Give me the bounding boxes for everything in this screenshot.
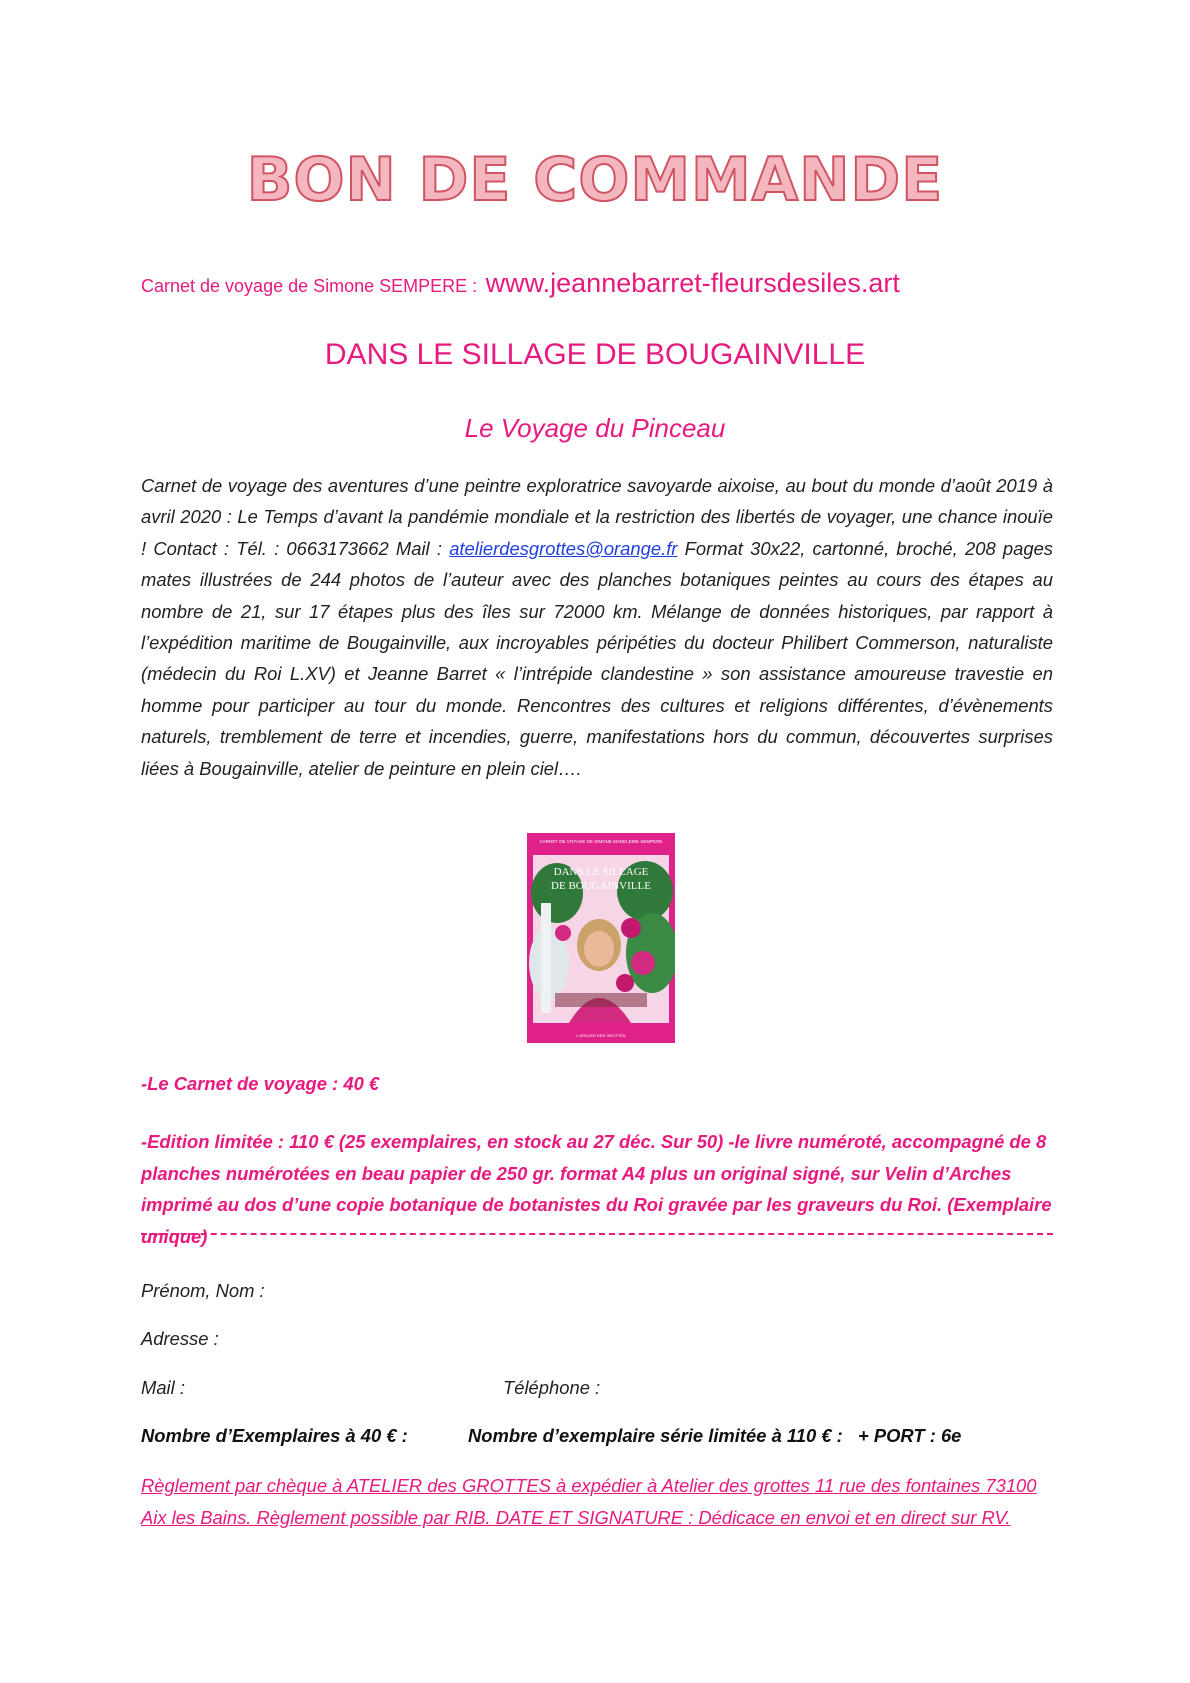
cover-top-text: CARNET DE VOYAGE DE SIMONE MADELEINE SEMPERE: [539, 839, 663, 844]
email-link[interactable]: atelierdesgrottes@orange.fr: [449, 537, 678, 559]
cover-title-line-1: DANS LE SILLAGE: [553, 866, 649, 878]
subtitle-lead: Carnet de voyage de Simone SEMPERE :: [141, 276, 478, 296]
cover-bottom-text: L'ATELIER DES GROTTES: [576, 1033, 626, 1038]
book-title: DANS LE SILLAGE DE BOUGAINVILLE: [324, 338, 866, 371]
page-title: BON DE COMMANDE: [246, 145, 944, 215]
dashed-separator: [141, 1233, 1053, 1235]
book-cover-illustration: [527, 833, 675, 1043]
cover-title-line-2: DE BOUGAINVILLE: [551, 880, 651, 892]
shipping-label: + PORT : 6e: [858, 1425, 962, 1446]
mail-field-label: Mail :: [141, 1377, 185, 1398]
qty-limited-label: Nombre d’exemplaire série limitée à 110 € :: [468, 1425, 843, 1446]
phone-field-label: Téléphone :: [503, 1377, 601, 1398]
address-field-label: Adresse :: [141, 1328, 219, 1349]
name-field-label: Prénom, Nom :: [141, 1280, 265, 1301]
description-part-2: Format 30x22, cartonné, broché, 208 pages mates illustrées de 244 photos de l’auteur avec des planches botaniques peintes au cours des étapes au nombre de 21, sur 17 étapes plus des îles sur 72000 km. Mélange de données historiques, par rapport à l’expédition maritime de Bougainville, aux incroyables péripéties du docteur Philibert Commerson, naturaliste (médecin du Roi L.XV) et Jeanne Barret « l’intrépide clandestine » son assistance amoureuse travestie en homme pour participer au tour du monde. Rencontres des cultures et religions différentes, d’évènements naturels, tremblement de terre et incendies, guerre, manifestations hors du commun, découvertes surprises liées à Bougainville, atelier de peinture en plein ciel….: [141, 537, 1053, 779]
standard-price: -Le Carnet de voyage : 40 €: [141, 1073, 380, 1094]
qty-standard-label: Nombre d’Exemplaires à 40 € :: [141, 1425, 408, 1446]
payment-instructions: Règlement par chèque à ATELIER des GROTTES à expédier à Atelier des grottes 11 rue des fontaines 73100 Aix les Bains. Règlement possible par RIB. DATE ET SIGNATURE : Dédicace en envoi et en direct sur RV.: [141, 1475, 1037, 1528]
description-part-1: Carnet de voyage des aventures d’une peintre exploratrice savoyarde aixoise, au bout du monde d’août 2019 à avril 2020 : Le Temps d’avant la pandémie mondiale et la restriction des libertés de voyager, une chance inouïe ! Contact : Tél. : 0663173662 Mail :: [141, 475, 1053, 559]
book-description: [141, 470, 1053, 784]
limited-edition-price: -Edition limitée : 110 € (25 exemplaires, en stock au 27 déc. Sur 50) -le livre numéroté, accompagné de 8 planches numérotées en beau papier de 250 gr. format A4 plus un original signé, sur Velin d’Arches imprimé au dos d’une copie botanique de botanistes du Roi gravée par les graveurs du Roi. (Exemplaire unique): [141, 1131, 1052, 1247]
book-subtitle: Le Voyage du Pinceau: [464, 413, 726, 443]
website-link[interactable]: www.jeannebarret-fleursdesiles.art: [485, 268, 900, 298]
subtitle-line: [141, 268, 1101, 299]
book-cover-image: [527, 833, 675, 1043]
